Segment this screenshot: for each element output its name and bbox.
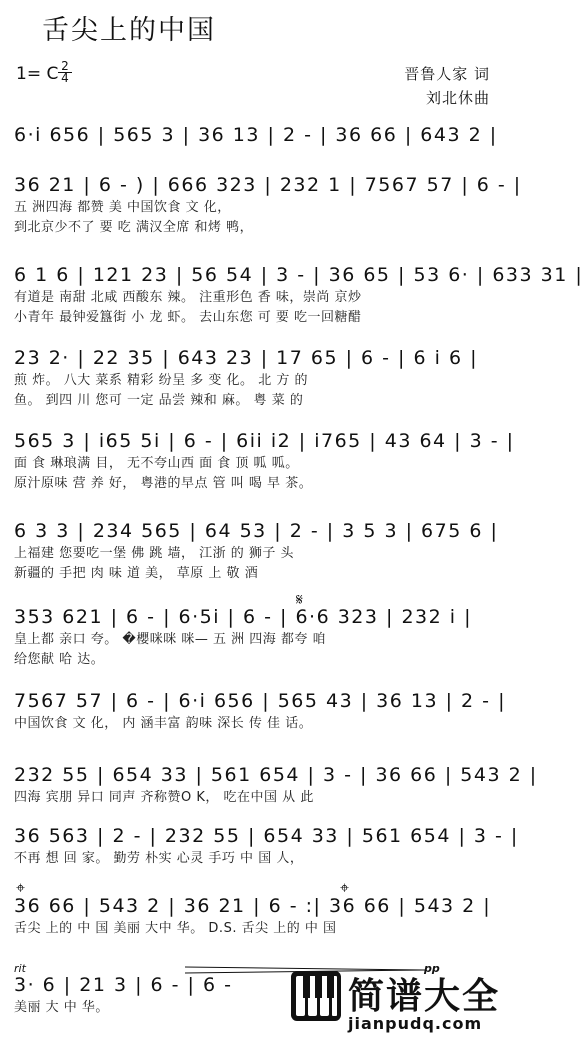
lyric-line: 小青年 最钟爱簋街 小 龙 虾。 去山东您 可 要 吃一回糖醋 bbox=[14, 310, 362, 325]
pp-marking: pp bbox=[424, 962, 440, 975]
score-system bbox=[14, 122, 496, 148]
score-system bbox=[14, 823, 519, 869]
notation-line: 232 55 | 654 33 | 561 654 | 3 - | 36 66 | 543 2 | bbox=[14, 764, 538, 786]
score-system bbox=[14, 893, 496, 939]
lyric-line: 上福建 您要吃一堡 佛 跳 墙， 江浙 的 狮子 头 bbox=[14, 546, 295, 561]
site-logo bbox=[290, 970, 502, 1036]
logo-brand: 简谱大全 bbox=[348, 976, 501, 1017]
segno-mark: 𝄋 bbox=[296, 590, 303, 609]
score-system bbox=[14, 428, 515, 494]
lyricist-credit: 晋鲁人家 词 bbox=[404, 65, 490, 83]
meter-top: 2 bbox=[58, 61, 72, 73]
score-system bbox=[14, 262, 583, 328]
lyric-line: 中国饮食 文 化， 内 涵丰富 韵味 深长 传 佳 话。 bbox=[14, 716, 313, 731]
notation-line: 6·i 656 | 565 3 | 36 13 | 2 - | 36 66 | 643 2 | bbox=[14, 124, 498, 146]
coda-mark-1: ⌖ bbox=[16, 878, 26, 897]
logo-url: jianpudq.com bbox=[348, 1014, 483, 1033]
meter-bottom: 4 bbox=[61, 71, 69, 85]
lyric-line: 不再 想 回 家。 勤劳 朴实 心灵 手巧 中 国 人， bbox=[14, 851, 304, 866]
lyric-line: 新疆的 手把 肉 味 道 美， 草原 上 敬 酒 bbox=[14, 566, 259, 581]
notation-line: 23 2· | 22 35 | 643 23 | 17 65 | 6 - | 6 i 6 | bbox=[14, 347, 478, 369]
notation-line: 36 563 | 2 - | 232 55 | 654 33 | 561 654 | 3 - | bbox=[14, 825, 519, 847]
lyric-line: 四海 宾朋 异口 同声 齐称赞O K， 吃在中国 从 此 bbox=[14, 790, 314, 805]
score-system bbox=[14, 688, 506, 734]
notation-line: 36 21 | 6 - ) | 666 323 | 232 1 | 7567 57 | 6 - | bbox=[14, 174, 522, 196]
score-system bbox=[14, 604, 496, 670]
piano-keys-icon bbox=[290, 970, 342, 1022]
lyric-line: 皇上都 亲口 夸。 �櫻咪咪 咪— 五 洲 四海 都夸 咱 bbox=[14, 632, 327, 647]
score-system bbox=[14, 518, 499, 584]
notation-line: 3· 6 | 21 3 | 6 - | 6 - bbox=[14, 974, 233, 996]
notation-line: 565 3 | i65 5i | 6 - | 6ii i2 | i765 | 43 64 | 3 - | bbox=[14, 430, 515, 452]
lyric-line: 五 洲四海 都赞 美 中国饮食 文 化， bbox=[14, 200, 231, 215]
composer-credit: 刘北休曲 bbox=[425, 89, 490, 107]
lyric-line: 到北京少不了 要 吃 满汉全席 和烤 鸭， bbox=[14, 220, 254, 235]
lyric-line: 面 食 琳琅满 目， 无不夸山西 面 食 顶 呱 呱。 bbox=[14, 456, 299, 471]
score-system bbox=[14, 762, 538, 808]
key-signature: 1= C bbox=[16, 64, 59, 84]
coda-mark-2: ⌖ bbox=[340, 878, 350, 897]
lyric-line: 原汁原味 营 养 好， 粤港的早点 管 叫 喝 早 茶。 bbox=[14, 476, 313, 491]
notation-line: 36 66 | 543 2 | 36 21 | 6 - :| 36 66 | 543 2 | bbox=[14, 895, 492, 917]
notation-line: 6 3 3 | 234 565 | 64 53 | 2 - | 3 5 3 | 675 6 | bbox=[14, 520, 499, 542]
score-system bbox=[14, 345, 496, 411]
notation-line: 7567 57 | 6 - | 6·i 656 | 565 43 | 36 13 | 2 - | bbox=[14, 690, 506, 712]
lyric-line: 鱼。 到四 川 您可 一定 品尝 辣和 麻。 粤 菜 的 bbox=[14, 393, 304, 408]
notation-line: 353 621 | 6 - | 6·5i | 6 - | 6·6 323 | 232 i | bbox=[14, 606, 472, 628]
lyric-line: 煎 炸。 八大 菜系 精彩 纷呈 多 变 化。 北 方 的 bbox=[14, 373, 308, 388]
song-title: 舌尖上的中国 bbox=[42, 15, 216, 46]
time-signature bbox=[58, 61, 72, 84]
lyric-line: 美丽 大 中 华。 bbox=[14, 1000, 109, 1015]
score-system bbox=[14, 172, 522, 238]
lyric-line: 给您献 哈 达。 bbox=[14, 652, 105, 667]
rit-marking: rit bbox=[14, 962, 26, 975]
lyric-line: 舌尖 上的 中 国 美丽 大中 华。 D.S. 舌尖 上的 中 国 bbox=[14, 921, 337, 936]
notation-line: 6 1 6 | 121 23 | 56 54 | 3 - | 36 65 | 53 6· | 633 31 | bbox=[14, 264, 583, 286]
lyric-line: 有道是 南甜 北咸 西酸东 辣。 注重形色 香 味，崇尚 京炒 bbox=[14, 290, 362, 305]
